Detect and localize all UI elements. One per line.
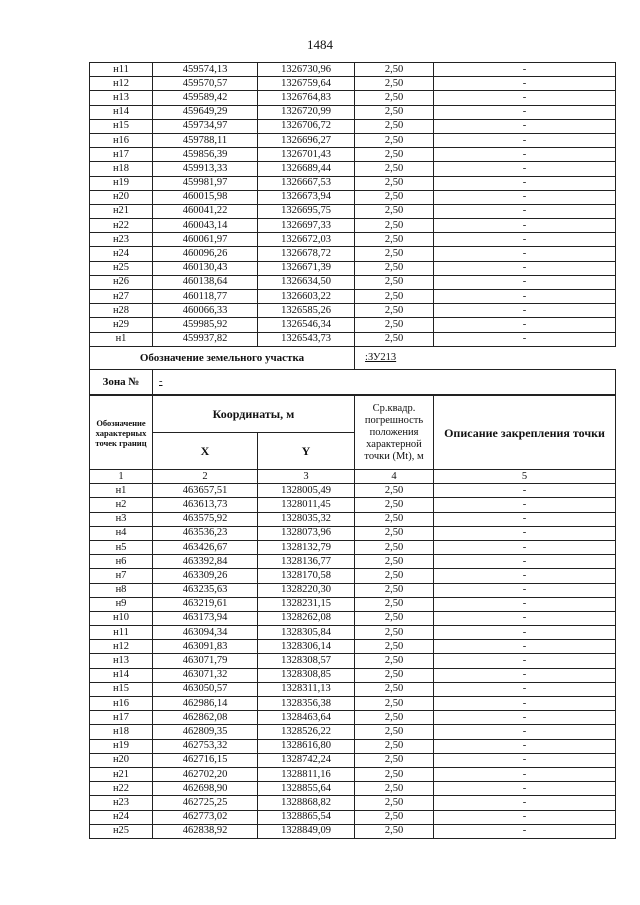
point-id: н14 xyxy=(90,105,153,119)
point-id: н19 xyxy=(90,176,153,190)
fixing-description: - xyxy=(434,77,616,91)
error-value: 2,50 xyxy=(355,526,434,540)
coord-x: 463613,73 xyxy=(153,498,258,512)
header-x: X xyxy=(153,433,258,470)
top-coordinates-table xyxy=(89,62,616,347)
point-id: н28 xyxy=(90,304,153,318)
fixing-description: - xyxy=(434,304,616,318)
coord-x: 460061,97 xyxy=(153,233,258,247)
error-value: 2,50 xyxy=(355,640,434,654)
coord-x: 463050,57 xyxy=(153,682,258,696)
top-coordinates-body xyxy=(90,63,616,347)
coord-x: 459985,92 xyxy=(153,318,258,332)
fixing-description: - xyxy=(434,711,616,725)
coord-x: 462702,20 xyxy=(153,767,258,781)
coord-x: 463392,84 xyxy=(153,555,258,569)
coord-y: 1326720,99 xyxy=(258,105,355,119)
error-value: 2,50 xyxy=(355,782,434,796)
parcel-label: Обозначение земельного участка xyxy=(90,347,355,370)
header-num-1: 1 xyxy=(90,470,153,484)
table-row xyxy=(90,782,616,796)
coord-y: 1328262,08 xyxy=(258,611,355,625)
header-num-2: 2 xyxy=(153,470,258,484)
coord-y: 1328073,96 xyxy=(258,526,355,540)
fixing-description: - xyxy=(434,611,616,625)
coord-x: 459570,57 xyxy=(153,77,258,91)
table-row xyxy=(90,668,616,682)
table-row xyxy=(90,247,616,261)
coord-y: 1326701,43 xyxy=(258,148,355,162)
point-id: н27 xyxy=(90,290,153,304)
coord-y: 1328170,58 xyxy=(258,569,355,583)
fixing-description: - xyxy=(434,526,616,540)
fixing-description: - xyxy=(434,247,616,261)
point-id: н16 xyxy=(90,697,153,711)
error-value: 2,50 xyxy=(355,626,434,640)
point-id: н13 xyxy=(90,91,153,105)
table-row xyxy=(90,753,616,767)
error-value: 2,50 xyxy=(355,91,434,105)
table-row xyxy=(90,119,616,133)
coord-x: 462986,14 xyxy=(153,697,258,711)
fixing-description: - xyxy=(434,148,616,162)
table-row xyxy=(90,682,616,696)
error-value: 2,50 xyxy=(355,332,434,346)
coord-x: 459856,39 xyxy=(153,148,258,162)
fixing-description: - xyxy=(434,739,616,753)
point-id: н7 xyxy=(90,569,153,583)
error-value: 2,50 xyxy=(355,190,434,204)
fixing-description: - xyxy=(434,767,616,781)
table-row xyxy=(90,597,616,611)
point-id: н24 xyxy=(90,247,153,261)
fixing-description: - xyxy=(434,261,616,275)
point-id: н6 xyxy=(90,555,153,569)
zone-label: Зона № xyxy=(90,370,153,395)
table-row xyxy=(90,233,616,247)
point-id: н21 xyxy=(90,204,153,218)
header-num-4: 4 xyxy=(355,470,434,484)
fixing-description: - xyxy=(434,540,616,554)
table-row xyxy=(90,91,616,105)
point-id: н12 xyxy=(90,77,153,91)
table-row xyxy=(90,261,616,275)
error-value: 2,50 xyxy=(355,176,434,190)
point-id: н11 xyxy=(90,63,153,77)
coord-x: 463071,79 xyxy=(153,654,258,668)
fixing-description: - xyxy=(434,119,616,133)
parcel-info-table xyxy=(89,346,616,395)
header-description: Описание закрепления точки xyxy=(434,396,616,470)
table-row xyxy=(90,569,616,583)
table-row xyxy=(90,711,616,725)
point-id: н1 xyxy=(90,332,153,346)
fixing-description: - xyxy=(434,233,616,247)
fixing-description: - xyxy=(434,697,616,711)
fixing-description: - xyxy=(434,190,616,204)
coord-x: 460015,98 xyxy=(153,190,258,204)
coord-x: 459574,13 xyxy=(153,63,258,77)
table-row xyxy=(90,63,616,77)
table-row xyxy=(90,697,616,711)
error-value: 2,50 xyxy=(355,484,434,498)
point-id: н3 xyxy=(90,512,153,526)
error-value: 2,50 xyxy=(355,796,434,810)
coord-x: 463575,92 xyxy=(153,512,258,526)
coord-x: 463091,83 xyxy=(153,640,258,654)
point-id: н15 xyxy=(90,119,153,133)
point-id: н24 xyxy=(90,810,153,824)
fixing-description: - xyxy=(434,290,616,304)
point-id: н18 xyxy=(90,162,153,176)
point-id: н23 xyxy=(90,796,153,810)
coord-x: 460066,33 xyxy=(153,304,258,318)
coord-x: 459937,82 xyxy=(153,332,258,346)
zone-value-text: - xyxy=(159,376,163,387)
coord-y: 1328231,15 xyxy=(258,597,355,611)
table-row xyxy=(90,739,616,753)
coord-x: 462716,15 xyxy=(153,753,258,767)
point-id: н22 xyxy=(90,219,153,233)
page-number: 1484 xyxy=(307,37,333,52)
fixing-description: - xyxy=(434,626,616,640)
coord-y: 1328616,80 xyxy=(258,739,355,753)
coord-y: 1326764,83 xyxy=(258,91,355,105)
coord-y: 1328136,77 xyxy=(258,555,355,569)
coord-y: 1328865,54 xyxy=(258,810,355,824)
header-error: Ср.квадр. погрешность положения характерной точки (Mt), м xyxy=(355,396,434,470)
coord-x: 459734,97 xyxy=(153,119,258,133)
coord-y: 1328132,79 xyxy=(258,540,355,554)
coord-x: 462809,35 xyxy=(153,725,258,739)
error-value: 2,50 xyxy=(355,753,434,767)
error-value: 2,50 xyxy=(355,739,434,753)
table-row xyxy=(90,162,616,176)
error-value: 2,50 xyxy=(355,261,434,275)
error-value: 2,50 xyxy=(355,162,434,176)
point-id: н26 xyxy=(90,275,153,289)
table-row xyxy=(90,810,616,824)
error-value: 2,50 xyxy=(355,318,434,332)
fixing-description: - xyxy=(434,484,616,498)
coord-y: 1326695,75 xyxy=(258,204,355,218)
error-value: 2,50 xyxy=(355,767,434,781)
error-value: 2,50 xyxy=(355,148,434,162)
error-value: 2,50 xyxy=(355,569,434,583)
coord-y: 1326673,94 xyxy=(258,190,355,204)
point-id: н1 xyxy=(90,484,153,498)
coord-x: 460041,22 xyxy=(153,204,258,218)
error-value: 2,50 xyxy=(355,697,434,711)
fixing-description: - xyxy=(434,512,616,526)
table-row xyxy=(90,318,616,332)
point-id: н19 xyxy=(90,739,153,753)
fixing-description: - xyxy=(434,796,616,810)
coord-x: 462862,08 xyxy=(153,711,258,725)
error-value: 2,50 xyxy=(355,540,434,554)
point-id: н9 xyxy=(90,597,153,611)
point-id: н2 xyxy=(90,498,153,512)
fixing-description: - xyxy=(434,219,616,233)
error-value: 2,50 xyxy=(355,133,434,147)
fixing-description: - xyxy=(434,275,616,289)
error-value: 2,50 xyxy=(355,711,434,725)
table-row xyxy=(90,133,616,147)
table-row xyxy=(90,176,616,190)
parcel-value xyxy=(355,347,616,370)
coord-y: 1328305,84 xyxy=(258,626,355,640)
coord-x: 459589,42 xyxy=(153,91,258,105)
table-row xyxy=(90,105,616,119)
bottom-coordinates-body xyxy=(90,484,616,839)
coord-y: 1326697,33 xyxy=(258,219,355,233)
fixing-description: - xyxy=(434,176,616,190)
fixing-description: - xyxy=(434,332,616,346)
coord-y: 1328855,64 xyxy=(258,782,355,796)
fixing-description: - xyxy=(434,782,616,796)
point-id: н20 xyxy=(90,190,153,204)
coord-x: 460138,64 xyxy=(153,275,258,289)
coord-y: 1328868,82 xyxy=(258,796,355,810)
coord-y: 1326678,72 xyxy=(258,247,355,261)
coord-y: 1326730,96 xyxy=(258,63,355,77)
point-id: н13 xyxy=(90,654,153,668)
table-row xyxy=(90,332,616,346)
fixing-description: - xyxy=(434,105,616,119)
coord-x: 463173,94 xyxy=(153,611,258,625)
error-value: 2,50 xyxy=(355,583,434,597)
fixing-description: - xyxy=(434,597,616,611)
header-num-3: 3 xyxy=(258,470,355,484)
error-value: 2,50 xyxy=(355,275,434,289)
fixing-description: - xyxy=(434,555,616,569)
error-value: 2,50 xyxy=(355,824,434,838)
point-id: н5 xyxy=(90,540,153,554)
coord-y: 1328849,09 xyxy=(258,824,355,838)
error-value: 2,50 xyxy=(355,682,434,696)
coord-y: 1326706,72 xyxy=(258,119,355,133)
error-value: 2,50 xyxy=(355,498,434,512)
fixing-description: - xyxy=(434,654,616,668)
fixing-description: - xyxy=(434,63,616,77)
table-row xyxy=(90,77,616,91)
bottom-coordinates-table xyxy=(89,395,616,839)
point-id: н12 xyxy=(90,640,153,654)
point-id: н11 xyxy=(90,626,153,640)
coord-x: 463309,26 xyxy=(153,569,258,583)
fixing-description: - xyxy=(434,569,616,583)
coord-x: 460043,14 xyxy=(153,219,258,233)
point-id: н25 xyxy=(90,261,153,275)
fixing-description: - xyxy=(434,318,616,332)
table-row xyxy=(90,583,616,597)
point-id: н8 xyxy=(90,583,153,597)
coord-x: 462753,32 xyxy=(153,739,258,753)
point-id: н4 xyxy=(90,526,153,540)
error-value: 2,50 xyxy=(355,219,434,233)
coord-y: 1328220,30 xyxy=(258,583,355,597)
header-num-5: 5 xyxy=(434,470,616,484)
fixing-description: - xyxy=(434,810,616,824)
coord-y: 1328463,64 xyxy=(258,711,355,725)
table-row xyxy=(90,555,616,569)
coord-y: 1326634,50 xyxy=(258,275,355,289)
fixing-description: - xyxy=(434,725,616,739)
fixing-description: - xyxy=(434,640,616,654)
point-id: н16 xyxy=(90,133,153,147)
table-row xyxy=(90,654,616,668)
header-y: Y xyxy=(258,433,355,470)
coord-y: 1328308,85 xyxy=(258,668,355,682)
coord-y: 1328811,16 xyxy=(258,767,355,781)
fixing-description: - xyxy=(434,753,616,767)
table-row xyxy=(90,290,616,304)
fixing-description: - xyxy=(434,204,616,218)
error-value: 2,50 xyxy=(355,611,434,625)
zone-value xyxy=(153,370,616,395)
table-row xyxy=(90,190,616,204)
table-row xyxy=(90,640,616,654)
table-row xyxy=(90,767,616,781)
coord-y: 1326689,44 xyxy=(258,162,355,176)
coord-x: 463219,61 xyxy=(153,597,258,611)
error-value: 2,50 xyxy=(355,77,434,91)
coord-x: 463426,67 xyxy=(153,540,258,554)
coord-x: 463235,63 xyxy=(153,583,258,597)
point-id: н22 xyxy=(90,782,153,796)
error-value: 2,50 xyxy=(355,304,434,318)
table-row xyxy=(90,512,616,526)
coord-x: 459649,29 xyxy=(153,105,258,119)
coord-y: 1326543,73 xyxy=(258,332,355,346)
error-value: 2,50 xyxy=(355,105,434,119)
coord-x: 460096,26 xyxy=(153,247,258,261)
table-row xyxy=(90,275,616,289)
coord-x: 462773,02 xyxy=(153,810,258,824)
error-value: 2,50 xyxy=(355,668,434,682)
table-row xyxy=(90,611,616,625)
coord-y: 1328356,38 xyxy=(258,697,355,711)
coord-y: 1328526,22 xyxy=(258,725,355,739)
coord-x: 462698,90 xyxy=(153,782,258,796)
coord-y: 1326546,34 xyxy=(258,318,355,332)
error-value: 2,50 xyxy=(355,63,434,77)
coord-y: 1326759,64 xyxy=(258,77,355,91)
error-value: 2,50 xyxy=(355,654,434,668)
fixing-description: - xyxy=(434,91,616,105)
point-id: н17 xyxy=(90,711,153,725)
coord-x: 460118,77 xyxy=(153,290,258,304)
coord-y: 1326667,53 xyxy=(258,176,355,190)
point-id: н20 xyxy=(90,753,153,767)
table-row xyxy=(90,725,616,739)
table-row xyxy=(90,498,616,512)
point-id: н23 xyxy=(90,233,153,247)
coord-x: 463071,32 xyxy=(153,668,258,682)
point-id: н18 xyxy=(90,725,153,739)
point-id: н15 xyxy=(90,682,153,696)
coord-x: 463536,23 xyxy=(153,526,258,540)
fixing-description: - xyxy=(434,162,616,176)
table-row xyxy=(90,204,616,218)
coord-y: 1328311,13 xyxy=(258,682,355,696)
table-row xyxy=(90,824,616,838)
coord-y: 1326585,26 xyxy=(258,304,355,318)
table-row xyxy=(90,219,616,233)
table-row xyxy=(90,796,616,810)
fixing-description: - xyxy=(434,133,616,147)
coord-y: 1328306,14 xyxy=(258,640,355,654)
error-value: 2,50 xyxy=(355,233,434,247)
fixing-description: - xyxy=(434,824,616,838)
point-id: н17 xyxy=(90,148,153,162)
coord-y: 1326603,22 xyxy=(258,290,355,304)
fixing-description: - xyxy=(434,583,616,597)
fixing-description: - xyxy=(434,682,616,696)
error-value: 2,50 xyxy=(355,119,434,133)
coord-x: 459788,11 xyxy=(153,133,258,147)
coord-y: 1328005,49 xyxy=(258,484,355,498)
coord-y: 1326671,39 xyxy=(258,261,355,275)
error-value: 2,50 xyxy=(355,555,434,569)
header-coordinates: Координаты, м xyxy=(153,396,355,433)
point-id: н25 xyxy=(90,824,153,838)
error-value: 2,50 xyxy=(355,512,434,526)
header-point-designation: Обозначение характерных точек границ xyxy=(90,396,153,470)
point-id: н21 xyxy=(90,767,153,781)
error-value: 2,50 xyxy=(355,247,434,261)
table-row xyxy=(90,304,616,318)
point-id: н29 xyxy=(90,318,153,332)
coord-x: 463094,34 xyxy=(153,626,258,640)
fixing-description: - xyxy=(434,668,616,682)
coord-x: 463657,51 xyxy=(153,484,258,498)
coord-y: 1328308,57 xyxy=(258,654,355,668)
error-value: 2,50 xyxy=(355,597,434,611)
coord-y: 1326672,03 xyxy=(258,233,355,247)
coord-y: 1328035,32 xyxy=(258,512,355,526)
coord-x: 459913,33 xyxy=(153,162,258,176)
coord-x: 460130,43 xyxy=(153,261,258,275)
parcel-value-text: :ЗУ213 xyxy=(365,352,397,363)
coord-y: 1328742,24 xyxy=(258,753,355,767)
coord-x: 459981,97 xyxy=(153,176,258,190)
error-value: 2,50 xyxy=(355,810,434,824)
table-row xyxy=(90,626,616,640)
fixing-description: - xyxy=(434,498,616,512)
point-id: н10 xyxy=(90,611,153,625)
table-row xyxy=(90,540,616,554)
coord-x: 462725,25 xyxy=(153,796,258,810)
error-value: 2,50 xyxy=(355,204,434,218)
error-value: 2,50 xyxy=(355,725,434,739)
point-id: н14 xyxy=(90,668,153,682)
coord-x: 462838,92 xyxy=(153,824,258,838)
coord-y: 1328011,45 xyxy=(258,498,355,512)
table-row xyxy=(90,526,616,540)
error-value: 2,50 xyxy=(355,290,434,304)
coord-y: 1326696,27 xyxy=(258,133,355,147)
table-row xyxy=(90,484,616,498)
table-row xyxy=(90,148,616,162)
